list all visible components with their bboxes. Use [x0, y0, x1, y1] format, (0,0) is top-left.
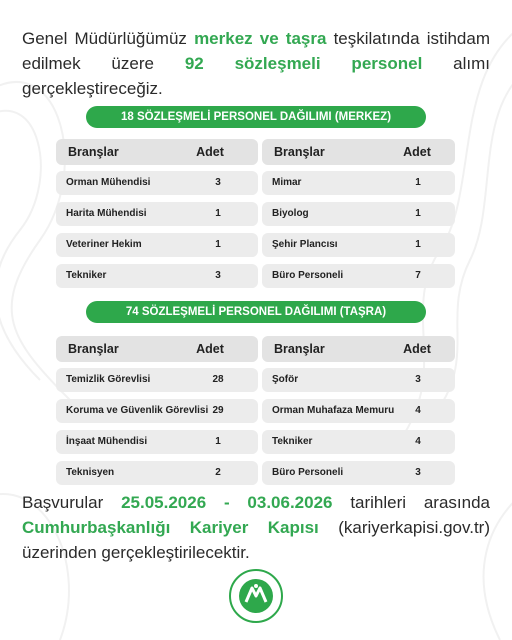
branch-name: Büro Personeli — [272, 467, 344, 478]
tasra-title-pill: 74 SÖZLEŞMELİ PERSONEL DAĞILIMI (TAŞRA) — [86, 301, 426, 323]
header-count-label: Adet — [403, 342, 431, 356]
branch-count: 1 — [415, 208, 421, 219]
branch-count: 4 — [415, 405, 421, 416]
branch-count: 1 — [415, 177, 421, 188]
branch-count: 3 — [215, 270, 221, 281]
branch-name: Tekniker — [272, 436, 313, 447]
header-branch-label: Branşlar — [68, 342, 119, 356]
branch-name: Temizlik Görevlisi — [66, 374, 151, 385]
header-count-label: Adet — [196, 145, 224, 159]
branch-name: Büro Personeli — [272, 270, 344, 281]
branch-count: 1 — [215, 208, 221, 219]
application-end-date: 03.06.2026 — [247, 493, 333, 512]
intro-highlight-count: 92 sözleşmeli personel — [184, 54, 423, 73]
header-branch-label: Branşlar — [68, 145, 119, 159]
table-row — [56, 430, 258, 454]
branch-name: Orman Mühendisi — [66, 177, 151, 188]
branch-name: Mimar — [272, 177, 302, 188]
branch-name: Orman Muhafaza Memuru — [272, 405, 395, 416]
table-row — [56, 202, 258, 226]
branch-count: 1 — [215, 239, 221, 250]
header-branch-label: Branşlar — [274, 342, 325, 356]
branch-name: Tekniker — [66, 270, 107, 281]
outro-text-3: (kariyerkapisi.gov.tr) üzerinden gerçekleştirilecektir. — [22, 518, 490, 562]
table-row — [56, 461, 258, 485]
table-row — [262, 368, 455, 392]
branch-count: 3 — [415, 374, 421, 385]
table-row — [56, 233, 258, 257]
outro-text-1: Başvurular — [22, 493, 104, 512]
merkez-left-header — [56, 139, 258, 165]
table-row — [56, 399, 258, 423]
branch-name: Şoför — [272, 374, 299, 385]
header-count-label: Adet — [196, 342, 224, 356]
table-row — [262, 233, 455, 257]
branch-name: İnşaat Mühendisi — [66, 436, 148, 447]
table-row — [56, 171, 258, 195]
branch-count: 3 — [215, 177, 221, 188]
branch-count: 4 — [415, 436, 421, 447]
intro-text-1: Genel Müdürlüğümüz — [22, 29, 187, 48]
table-row — [56, 368, 258, 392]
header-count-label: Adet — [403, 145, 431, 159]
branch-count: 28 — [212, 374, 224, 385]
branch-count: 1 — [415, 239, 421, 250]
branch-count: 29 — [212, 405, 224, 416]
table-row — [262, 399, 455, 423]
branch-name: Koruma ve Güvenlik Görevlisi — [66, 405, 209, 416]
career-portal-name: Cumhurbaşkanlığı Kariyer Kapısı — [22, 518, 319, 537]
branch-name: Veteriner Hekim — [66, 239, 142, 250]
table-row — [262, 202, 455, 226]
branch-count: 2 — [215, 467, 221, 478]
branch-count: 1 — [215, 436, 221, 447]
table-row — [56, 264, 258, 288]
branch-name: Teknisyen — [66, 467, 115, 478]
table-row — [262, 171, 455, 195]
table-row — [262, 461, 455, 485]
organization-logo — [228, 568, 284, 624]
outro-text-2: tarihleri arasında — [350, 493, 490, 512]
table-row — [262, 264, 455, 288]
merkez-right-header — [262, 139, 455, 165]
branch-name: Biyolog — [272, 208, 309, 219]
intro-highlight-scope: merkez ve taşra — [194, 29, 327, 48]
intro-paragraph — [22, 26, 490, 101]
tasra-right-header — [262, 336, 455, 362]
branch-count: 3 — [415, 467, 421, 478]
intro-text-2: teşkilatında istihdam edilmek üzere — [22, 29, 490, 73]
tasra-left-header — [56, 336, 258, 362]
application-start-date: 25.05.2026 — [121, 493, 207, 512]
outro-paragraph — [22, 490, 490, 565]
branch-name: Şehir Plancısı — [272, 239, 338, 250]
branch-count: 7 — [415, 270, 421, 281]
merkez-title-pill: 18 SÖZLEŞMELİ PERSONEL DAĞILIMI (MERKEZ) — [86, 106, 426, 128]
table-row — [262, 430, 455, 454]
header-branch-label: Branşlar — [274, 145, 325, 159]
date-separator: - — [223, 493, 230, 512]
branch-name: Harita Mühendisi — [66, 208, 147, 219]
intro-text-3: alımı gerçekleştireceğiz. — [22, 54, 490, 98]
